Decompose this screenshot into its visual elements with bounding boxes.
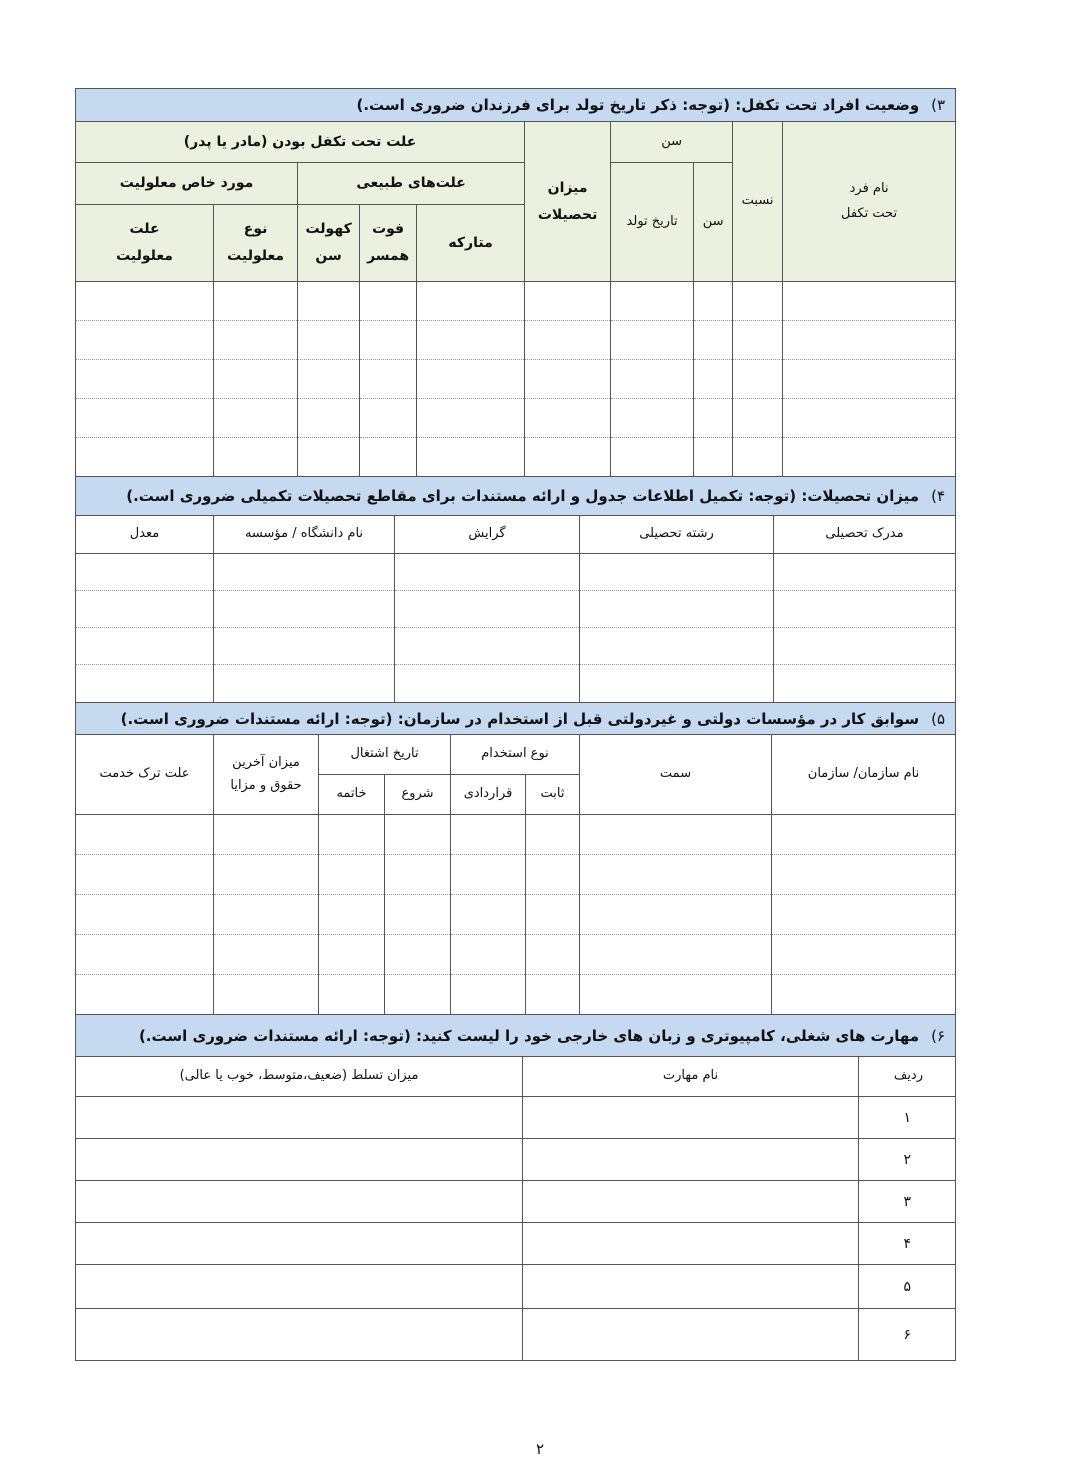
cell[interactable] <box>611 360 694 399</box>
cell[interactable] <box>385 975 451 1015</box>
section3-title-bar <box>76 89 956 122</box>
education-line1: میزان <box>547 179 588 196</box>
cell[interactable] <box>417 399 525 438</box>
cell[interactable] <box>733 438 783 477</box>
proficiency-cell[interactable] <box>76 1309 523 1361</box>
disability-type-line2: معلولیت <box>227 248 285 264</box>
cell[interactable] <box>214 935 319 975</box>
name-label-line1: نام فرد <box>849 180 889 196</box>
section5-title-bar <box>76 703 956 735</box>
table-row <box>76 975 956 1015</box>
org-header: نام سازمان/ سازمان <box>772 735 956 815</box>
table-row <box>76 591 956 628</box>
section3-title: وضعیت افراد تحت تکفل: (توجه: ذکر تاریخ تولد برای فرزندان ضروری است.) <box>356 96 920 114</box>
degree-header: مدرک تحصیلی <box>774 516 956 554</box>
cell[interactable] <box>526 855 580 895</box>
row-number: ۵ <box>859 1265 956 1309</box>
table-row <box>76 1309 956 1361</box>
cell[interactable] <box>580 935 772 975</box>
proficiency-header: میزان تسلط (ضعیف،متوسط، خوب یا عالی) <box>76 1057 523 1097</box>
disability-reason-header <box>76 205 214 282</box>
proficiency-cell[interactable] <box>76 1139 523 1181</box>
start-header: شروع <box>385 775 451 815</box>
spouse-death-line2: همسر <box>367 248 410 264</box>
cell[interactable] <box>360 438 417 477</box>
cell[interactable] <box>526 935 580 975</box>
cell[interactable] <box>783 360 956 399</box>
cell[interactable] <box>360 282 417 321</box>
skill-name-cell[interactable] <box>523 1097 859 1139</box>
cell[interactable] <box>772 815 956 855</box>
salary-line2: حقوق و مزایا <box>230 777 302 793</box>
old-age-header <box>298 205 360 282</box>
table-row <box>76 1097 956 1139</box>
cell[interactable] <box>214 895 319 935</box>
table-row <box>76 935 956 975</box>
proficiency-cell[interactable] <box>76 1223 523 1265</box>
separation-header: متارکه <box>417 205 525 282</box>
leave-reason-header: علت ترک خدمت <box>76 735 214 815</box>
disability-type-header <box>214 205 298 282</box>
table-row <box>76 855 956 895</box>
skill-name-cell[interactable] <box>523 1139 859 1181</box>
cell[interactable] <box>319 935 385 975</box>
skill-name-cell[interactable] <box>523 1309 859 1361</box>
major-header: گرایش <box>395 516 580 554</box>
cell[interactable] <box>360 360 417 399</box>
cell[interactable] <box>733 321 783 360</box>
cell[interactable] <box>774 591 956 628</box>
table-row <box>76 360 956 399</box>
cell[interactable] <box>214 321 298 360</box>
work-history-table <box>75 702 956 1015</box>
end-header: خاتمه <box>319 775 385 815</box>
disability-reason-line2: معلولیت <box>116 248 173 264</box>
section5-number: ۵) <box>931 709 946 728</box>
cell[interactable] <box>772 895 956 935</box>
cell[interactable] <box>214 665 395 703</box>
cell[interactable] <box>525 360 611 399</box>
cell[interactable] <box>694 360 733 399</box>
cell[interactable] <box>451 935 526 975</box>
cell[interactable] <box>360 321 417 360</box>
cell[interactable] <box>694 399 733 438</box>
skills-table <box>75 1014 956 1361</box>
proficiency-cell[interactable] <box>76 1181 523 1223</box>
cell[interactable] <box>214 975 319 1015</box>
proficiency-cell[interactable] <box>76 1265 523 1309</box>
dependency-reason-header: علت تحت تکفل بودن (مادر یا پدر) <box>76 122 525 163</box>
salary-line1: میزان آخرین <box>232 755 300 771</box>
position-header: سمت <box>580 735 772 815</box>
cell[interactable] <box>214 815 319 855</box>
page-number: ۲ <box>535 1440 545 1458</box>
table-row <box>76 554 956 591</box>
row-number: ۶ <box>859 1309 956 1361</box>
table-row <box>76 321 956 360</box>
cell[interactable] <box>76 815 214 855</box>
cell[interactable] <box>76 628 214 665</box>
cell[interactable] <box>214 855 319 895</box>
cell[interactable] <box>76 591 214 628</box>
cell[interactable] <box>76 855 214 895</box>
proficiency-cell[interactable] <box>76 1097 523 1139</box>
cell[interactable] <box>76 360 214 399</box>
cell[interactable] <box>319 815 385 855</box>
cell[interactable] <box>319 975 385 1015</box>
cell[interactable] <box>417 321 525 360</box>
relation-header: نسبت <box>733 122 783 282</box>
cell[interactable] <box>783 438 956 477</box>
cell[interactable] <box>385 935 451 975</box>
age-header: سن <box>694 163 733 282</box>
cell[interactable] <box>385 855 451 895</box>
cell[interactable] <box>214 591 395 628</box>
cell[interactable] <box>385 895 451 935</box>
natural-reasons-header: علت‌های طبیعی <box>298 163 525 205</box>
cell[interactable] <box>451 975 526 1015</box>
table-row <box>76 399 956 438</box>
cell[interactable] <box>76 399 214 438</box>
cell[interactable] <box>417 438 525 477</box>
cell[interactable] <box>298 399 360 438</box>
cell[interactable] <box>772 855 956 895</box>
cell[interactable] <box>611 399 694 438</box>
cell[interactable] <box>298 438 360 477</box>
cell[interactable] <box>395 554 580 591</box>
cell[interactable] <box>525 399 611 438</box>
old-age-line2: سن <box>315 248 342 264</box>
cell[interactable] <box>580 975 772 1015</box>
cell[interactable] <box>774 628 956 665</box>
cell[interactable] <box>525 321 611 360</box>
cell[interactable] <box>783 282 956 321</box>
cell[interactable] <box>76 438 214 477</box>
table-row <box>76 1181 956 1223</box>
skill-name-header: نام مهارت <box>523 1057 859 1097</box>
work-date-header: تاریخ اشتغال <box>319 735 451 775</box>
cell[interactable] <box>774 665 956 703</box>
cell[interactable] <box>417 282 525 321</box>
cell[interactable] <box>76 975 214 1015</box>
cell[interactable] <box>580 665 774 703</box>
cell[interactable] <box>214 360 298 399</box>
skill-name-cell[interactable] <box>523 1265 859 1309</box>
gpa-header: معدل <box>76 516 214 554</box>
disability-reason-line1: علت <box>129 221 160 238</box>
cell[interactable] <box>525 282 611 321</box>
cell[interactable] <box>580 895 772 935</box>
contract-header: قراردادی <box>451 775 526 815</box>
salary-header <box>214 735 319 815</box>
form-page <box>75 88 955 1361</box>
age-group-header: سن <box>611 122 733 163</box>
section4-number: ۴) <box>931 487 945 505</box>
row-number: ۲ <box>859 1139 956 1181</box>
cell[interactable] <box>76 665 214 703</box>
cell[interactable] <box>451 855 526 895</box>
skill-name-cell[interactable] <box>523 1223 859 1265</box>
table-row <box>76 815 956 855</box>
cell[interactable] <box>360 399 417 438</box>
university-header: نام دانشگاه / مؤسسه <box>214 516 395 554</box>
section4-title: میزان تحصیلات: (توجه: تکمیل اطلاعات جدول و ارائه مستندات برای مقاطع تحصیلات تکمیلی ضروری است.) <box>126 487 920 505</box>
cell[interactable] <box>385 815 451 855</box>
skill-name-cell[interactable] <box>523 1181 859 1223</box>
cell[interactable] <box>417 360 525 399</box>
cell[interactable] <box>783 399 956 438</box>
cell[interactable] <box>772 935 956 975</box>
cell[interactable] <box>611 321 694 360</box>
cell[interactable] <box>395 628 580 665</box>
cell[interactable] <box>525 438 611 477</box>
table-row <box>76 895 956 935</box>
permanent-header: ثابت <box>526 775 580 815</box>
old-age-line1: کهولت <box>305 221 352 238</box>
cell[interactable] <box>395 665 580 703</box>
cell[interactable] <box>733 399 783 438</box>
disability-case-header: مورد خاص معلولیت <box>76 163 298 205</box>
education-line2: تحصیلات <box>537 206 598 223</box>
section3-number: ۳) <box>931 96 946 114</box>
cell[interactable] <box>526 975 580 1015</box>
cell[interactable] <box>580 815 772 855</box>
cell[interactable] <box>395 591 580 628</box>
section6-title: مهارت های شغلی، کامپیوتری و زبان های خارجی خود را لیست کنید: (توجه: ارائه مستندات ضروری است.) <box>138 1026 920 1045</box>
cell[interactable] <box>611 438 694 477</box>
cell[interactable] <box>214 282 298 321</box>
cell[interactable] <box>214 399 298 438</box>
cell[interactable] <box>526 895 580 935</box>
cell[interactable] <box>694 282 733 321</box>
cell[interactable] <box>214 554 395 591</box>
disability-type-line1: نوع <box>243 221 268 238</box>
cell[interactable] <box>694 321 733 360</box>
row-number: ۴ <box>859 1223 956 1265</box>
cell[interactable] <box>298 321 360 360</box>
table-row <box>76 1223 956 1265</box>
education-table <box>75 476 956 703</box>
cell[interactable] <box>580 591 774 628</box>
cell[interactable] <box>580 628 774 665</box>
cell[interactable] <box>298 282 360 321</box>
table-row <box>76 1139 956 1181</box>
table-row <box>76 1265 956 1309</box>
cell[interactable] <box>76 554 214 591</box>
cell[interactable] <box>298 360 360 399</box>
name-label-line2: تحت تکفل <box>841 205 898 221</box>
cell[interactable] <box>611 282 694 321</box>
field-header: رشته تحصیلی <box>580 516 774 554</box>
spouse-death-header <box>360 205 417 282</box>
cell[interactable] <box>319 895 385 935</box>
employment-type-header: نوع استخدام <box>451 735 580 775</box>
cell[interactable] <box>733 360 783 399</box>
cell[interactable] <box>319 855 385 895</box>
cell[interactable] <box>526 815 580 855</box>
education-header <box>525 122 611 282</box>
table-row <box>76 628 956 665</box>
cell[interactable] <box>580 855 772 895</box>
cell[interactable] <box>451 895 526 935</box>
cell[interactable] <box>733 282 783 321</box>
birth-date-header: تاریخ تولد <box>611 163 694 282</box>
cell[interactable] <box>76 895 214 935</box>
cell[interactable] <box>774 554 956 591</box>
spouse-death-line1: فوت <box>372 221 405 238</box>
cell[interactable] <box>214 438 298 477</box>
cell[interactable] <box>451 815 526 855</box>
cell[interactable] <box>76 321 214 360</box>
section5-title: سوابق کار در مؤسسات دولتی و غیردولتی قبل از استخدام در سازمان: (توجه: ارائه مستندات ضروری است.) <box>120 709 920 728</box>
table-row <box>76 665 956 703</box>
section4-title-bar <box>76 477 956 516</box>
cell[interactable] <box>76 935 214 975</box>
dependents-table <box>75 88 956 477</box>
cell[interactable] <box>783 321 956 360</box>
section6-title-bar <box>76 1015 956 1057</box>
cell[interactable] <box>580 554 774 591</box>
table-row <box>76 438 956 477</box>
cell[interactable] <box>694 438 733 477</box>
row-number: ۳ <box>859 1181 956 1223</box>
cell[interactable] <box>772 975 956 1015</box>
dependent-name-header <box>783 122 956 282</box>
section6-number: ۶) <box>931 1026 946 1045</box>
table-row <box>76 282 956 321</box>
cell[interactable] <box>214 628 395 665</box>
row-number-header: ردیف <box>859 1057 956 1097</box>
row-number: ۱ <box>859 1097 956 1139</box>
cell[interactable] <box>76 282 214 321</box>
